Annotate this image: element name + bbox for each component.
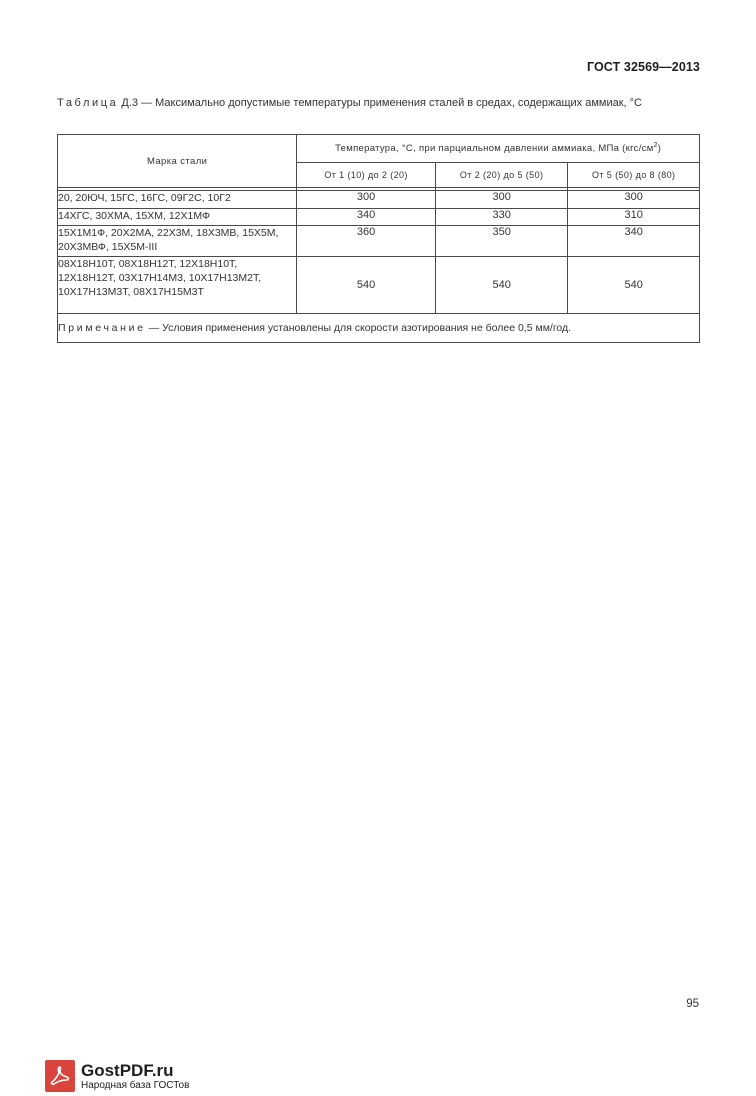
table-note (58, 314, 700, 343)
caption-label: Таблица (57, 97, 119, 109)
site-name: GostPDF.ru (81, 1060, 174, 1080)
caption-text: — Максимально допустимые температуры применения сталей в средах, содержащих аммиак, °С (138, 97, 642, 109)
temperature-cell: 300 (435, 191, 568, 209)
column-header-pressure-1: От 1 (10) до 2 (20) (297, 163, 436, 188)
steel-temperature-table (57, 134, 700, 343)
temperature-cell: 300 (297, 191, 436, 209)
column-header-pressure-2: От 2 (20) до 5 (50) (435, 163, 568, 188)
temperature-cell: 540 (435, 257, 568, 314)
column-header-pressure-3: От 5 (50) до 8 (80) (568, 163, 700, 188)
temperature-cell: 310 (568, 209, 700, 226)
logo-text (81, 1061, 189, 1092)
steel-grade-cell: 08Х18Н10Т, 08Х18Н12Т, 12Х18Н10Т, 12Х18Н12Т, 03Х17Н14М3, 10Х17Н13М2Т, 10Х17Н13М3Т, 08Х17Н15М3Т (58, 257, 297, 314)
temperature-cell: 360 (297, 226, 436, 257)
pdf-icon (45, 1060, 75, 1092)
column-header-temperature-text: Температура, °С, при парциальном давлении аммиака, МПа (кгс/см (335, 143, 654, 155)
temperature-cell: 340 (568, 226, 700, 257)
column-header-grade: Марка стали (58, 135, 297, 188)
pdf-glyph-icon (48, 1064, 72, 1088)
steel-grade-cell: 15Х1М1Ф, 20Х2МА, 22Х3М, 18Х3МВ, 15Х5М, 20Х3МВФ, 15Х5М-III (58, 226, 297, 257)
column-header-temperature-end: ) (657, 143, 662, 155)
table-row (58, 209, 700, 226)
temperature-cell: 330 (435, 209, 568, 226)
temperature-cell: 340 (297, 209, 436, 226)
temperature-cell: 540 (568, 257, 700, 314)
table-caption (57, 96, 699, 110)
caption-number: Д.3 (121, 97, 139, 109)
column-header-temperature (297, 135, 700, 163)
steel-grade-cell: 14ХГС, 30ХМА, 15ХМ, 12Х1МФ (58, 209, 297, 226)
column-header-temperature-sup: 2 (653, 142, 658, 150)
page-number: 95 (686, 998, 699, 1010)
site-logo[interactable] (45, 1060, 189, 1092)
table-header-row (58, 135, 700, 163)
temperature-cell: 540 (297, 257, 436, 314)
note-label: Примечание (58, 322, 146, 334)
steel-grade-cell: 20, 20ЮЧ, 15ГС, 16ГС, 09Г2С, 10Г2 (58, 191, 297, 209)
table-row (58, 257, 700, 314)
table-note-row (58, 314, 700, 343)
table-row (58, 191, 700, 209)
note-text: — Условия применения установлены для скорости азотирования не более 0,5 мм/год. (145, 322, 572, 334)
table-row (58, 226, 700, 257)
site-tagline: Народная база ГОСТов (81, 1079, 190, 1091)
temperature-cell: 300 (568, 191, 700, 209)
document-standard-number: ГОСТ 32569—2013 (586, 60, 700, 74)
temperature-cell: 350 (435, 226, 568, 257)
